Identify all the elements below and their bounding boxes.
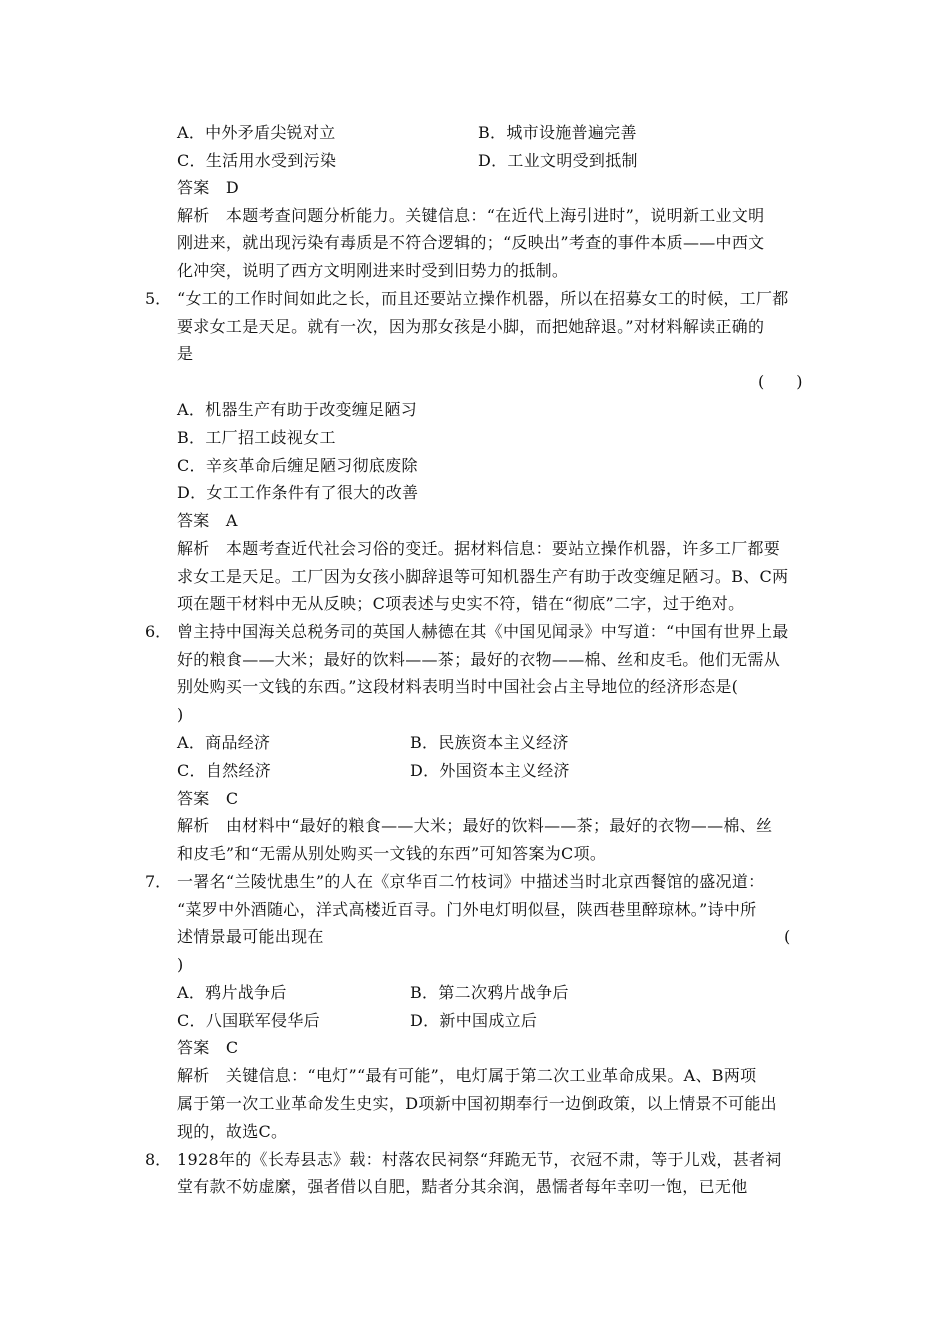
q7-analysis-line-3: 现的，故选C。: [177, 1122, 288, 1141]
q6-stem-line-4: ): [177, 705, 184, 724]
q6-option-d: D．外国资本主义经济: [410, 761, 570, 780]
q5-option-c: C．辛亥革命后缠足陋习彻底废除: [177, 456, 418, 475]
q5-analysis-line-1: 解析 本题考查近代社会习俗的变迁。据材料信息：要站立操作机器，许多工厂都要: [177, 539, 781, 558]
q5-analysis-line-3: 项在题干材料中无从反映；C项表述与史实不符，错在“彻底”二字，过于绝对。: [177, 594, 745, 613]
q5-analysis-line-2: 求女工是天足。工厂因为女孩小脚辞退等可知机器生产有助于改变缠足陋习。B、C两: [177, 567, 789, 586]
q5-stem-line-1: “女工的工作时间如此之长，而且还要站立操作机器，所以在招募女工的时候，工厂都: [177, 289, 789, 308]
q5-number: 5．: [145, 289, 172, 308]
q7-stem-line-4: ): [177, 955, 184, 974]
q7-stem-line-1: 一署名“兰陵忧患生”的人在《京华百二竹枝词》中描述当时北京西餐馆的盛况道：: [177, 872, 765, 891]
q4-option-c: C．生活用水受到污染: [177, 151, 337, 170]
q4-analysis-line-2: 刚进来，就出现污染有毒质是不符合逻辑的；“反映出”考查的事件本质——中西文: [177, 233, 765, 252]
q5-option-d: D．女工工作条件有了很大的改善: [177, 483, 419, 502]
q4-analysis-line-3: 化冲突，说明了西方文明刚进来时受到旧势力的抵制。: [177, 261, 569, 280]
q7-option-d: D．新中国成立后: [410, 1011, 538, 1030]
q5-stem-line-3: 是: [177, 344, 194, 363]
q7-number: 7．: [145, 872, 172, 891]
q6-option-b: B．民族资本主义经济: [410, 733, 569, 752]
q8-number: 8．: [145, 1150, 172, 1169]
q6-stem-line-2: 好的粮食——大米；最好的饮料——茶；最好的衣物——棉、丝和皮毛。他们无需从: [177, 650, 781, 669]
q6-option-c: C．自然经济: [177, 761, 272, 780]
q5-answer: 答案 A: [177, 511, 238, 530]
q7-answer-paren: (: [784, 927, 791, 946]
q4-option-b: B．城市设施普遍完善: [478, 123, 637, 142]
q4-analysis-line-1: 解析 本题考查问题分析能力。关键信息：“在近代上海引进时”，说明新工业文明: [177, 206, 765, 225]
q4-answer: 答案 D: [177, 178, 240, 197]
q7-option-c: C．八国联军侵华后: [177, 1011, 320, 1030]
q5-option-a: A．机器生产有助于改变缠足陋习: [177, 400, 418, 419]
q6-stem-line-1: 曾主持中国海关总税务司的英国人赫德在其《中国见闻录》中写道：“中国有世界上最: [177, 622, 789, 641]
q6-answer: 答案 C: [177, 789, 239, 808]
q7-option-b: B．第二次鸦片战争后: [410, 983, 569, 1002]
q7-analysis-line-1: 解析 关键信息：“电灯”“最有可能”，电灯属于第二次工业革命成果。A、B两项: [177, 1066, 757, 1085]
q8-stem-line-1: 1928年的《长寿县志》载：村落农民祠祭“拜跪无节，衣冠不肃，等于儿戏，甚者祠: [177, 1150, 782, 1169]
q7-stem-line-2: “菜罗中外酒随心，洋式高楼近百寻。门外电灯明似昼，陕西巷里醉琼林。”诗中所: [177, 900, 757, 919]
q7-answer: 答案 C: [177, 1038, 239, 1057]
q8-stem-line-2: 堂有款不妨虚縻，强者借以自肥，黠者分其余润，愚懦者每年幸叨一饱，已无他: [177, 1177, 748, 1196]
q6-stem-line-3: 别处购买一文钱的东西。”这段材料表明当时中国社会占主导地位的经济形态是(: [177, 677, 739, 696]
q7-stem-line-3: 述情景最可能出现在: [177, 927, 324, 946]
q6-option-a: A．商品经济: [177, 733, 271, 752]
q4-option-d: D．工业文明受到抵制: [478, 151, 638, 170]
q6-analysis-line-2: 和皮毛”和“无需从别处购买一文钱的东西”可知答案为C项。: [177, 844, 607, 863]
q6-number: 6．: [145, 622, 172, 641]
q5-stem-line-2: 要求女工是天足。就有一次，因为那女孩是小脚，而把她辞退。”对材料解读正确的: [177, 317, 765, 336]
q4-option-a: A．中外矛盾尖锐对立: [177, 123, 336, 142]
q7-option-a: A．鸦片战争后: [177, 983, 287, 1002]
q5-answer-paren: ( ): [758, 372, 803, 391]
q5-option-b: B．工厂招工歧视女工: [177, 428, 336, 447]
q6-analysis-line-1: 解析 由材料中“最好的粮食——大米；最好的饮料——茶；最好的衣物——棉、丝: [177, 816, 773, 835]
q7-analysis-line-2: 属于第一次工业革命发生史实，D项新中国初期奉行一边倒政策，以上情景不可能出: [177, 1094, 777, 1113]
